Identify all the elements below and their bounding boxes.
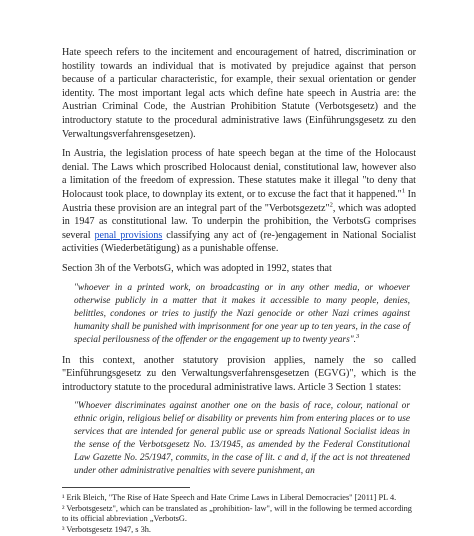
footnote-ref-3[interactable]: 3 <box>356 332 360 340</box>
paragraph-section-3h: Section 3h of the VerbotsG, which was adopted in 1992, states that <box>62 262 332 274</box>
paragraph-legislation-part-b: In Austria these provision are an integral part of the "Verbotsgezetz" <box>62 188 417 214</box>
paragraph-legislation-part-d: classifying any act of (re-)engagement in National Socialist activities (Wiederbetätigung) as a punishable offense. <box>62 229 417 255</box>
footnote-3: ³ Verbotsgesetz 1947, s 3h. <box>62 525 151 535</box>
paragraph-legislation <box>62 147 416 256</box>
paragraph-legislation-part-c: , which was adopted in 1947 as constitutional law. To underpin the prohibition, the VerbotsG comprises several <box>62 202 416 241</box>
paragraph-intro: Hate speech refers to the incitement and encouragement of hatred, discrimination or hostility towards an individual that is motivated by prejudice against that person because of a particular characteristic, for example, their sexual orientation or gender identity. The most important legal acts which define hate speech in Austria are: the Austrian Criminal Code, the Austrian Prohibition Statute (Verbotsgesetz) and the introductory statute to the procedural administrative laws (Einführungsgesetz zu den Verwaltungsverfahrensgesetzen). <box>62 47 416 140</box>
quote-section-3h-text: "whoever in a printed work, on broadcasting or in any other media, or whoever otherwise publicly in a matter that it makes it accessible to many people, denies, belittles, condones or tries to justify the Nazi genocide or other Nazi crimes against humanity shall be punished with imprisonment for one year up to ten years, in the case of special perilousness of the offender or the engagement up to twenty years". <box>74 282 410 345</box>
paragraph-egvg: In this context, another statutory provision applies, namely the so called "Einführungsgesetz zu den Verwaltungsverfahrensgesetzen (EGVG)", which is the introductory statute to the procedural administrative laws. Article 3 Section 1 states: <box>62 354 416 393</box>
footnote-divider <box>62 487 190 488</box>
footnote-1: ¹ Erik Bleich, "The Rise of Hate Speech and Hate Crime Laws in Liberal Democracies" [2011] PL 4. <box>62 493 397 503</box>
footnote-ref-2[interactable]: 2 <box>329 201 333 209</box>
footnote-2: ² Verbotsgesetz", which can be translated as „prohibition- law", will in the following be termed according to its official abbreviation „VerbotsG. <box>62 503 412 524</box>
paragraph-legislation-part-a: In Austria, the legislation process of hate speech began at the time of the Holocaust denial. The Laws which proscribed Holocaust denial, constitutional law, however also a limitation of the freedom of expression. These statutes make it illegal "to deny that Holocaust took place, to downplay its extent, or to excuse the fact that it happened." <box>62 148 416 200</box>
penal-provisions-link[interactable]: penal provisions <box>94 229 163 241</box>
quote-egvg-article-3: "Whoever discriminates against another one on the basis of race, colour, national or ethnic origin, religious belief or disability or prevents him from entering places or to use services that are intended for general public use or spreads National Socialist ideas in the sense of the Verbotsgesetz No. 13/1945, as amended by the Federal Constitutional Law Gazette No. 25/1947, commits, in the case of lit. c and d, if the act is not threatened under other administrative penalties with severe punishment, an <box>74 401 410 477</box>
footnote-ref-1[interactable]: 1 <box>401 187 406 195</box>
quote-section-3h <box>62 282 416 347</box>
